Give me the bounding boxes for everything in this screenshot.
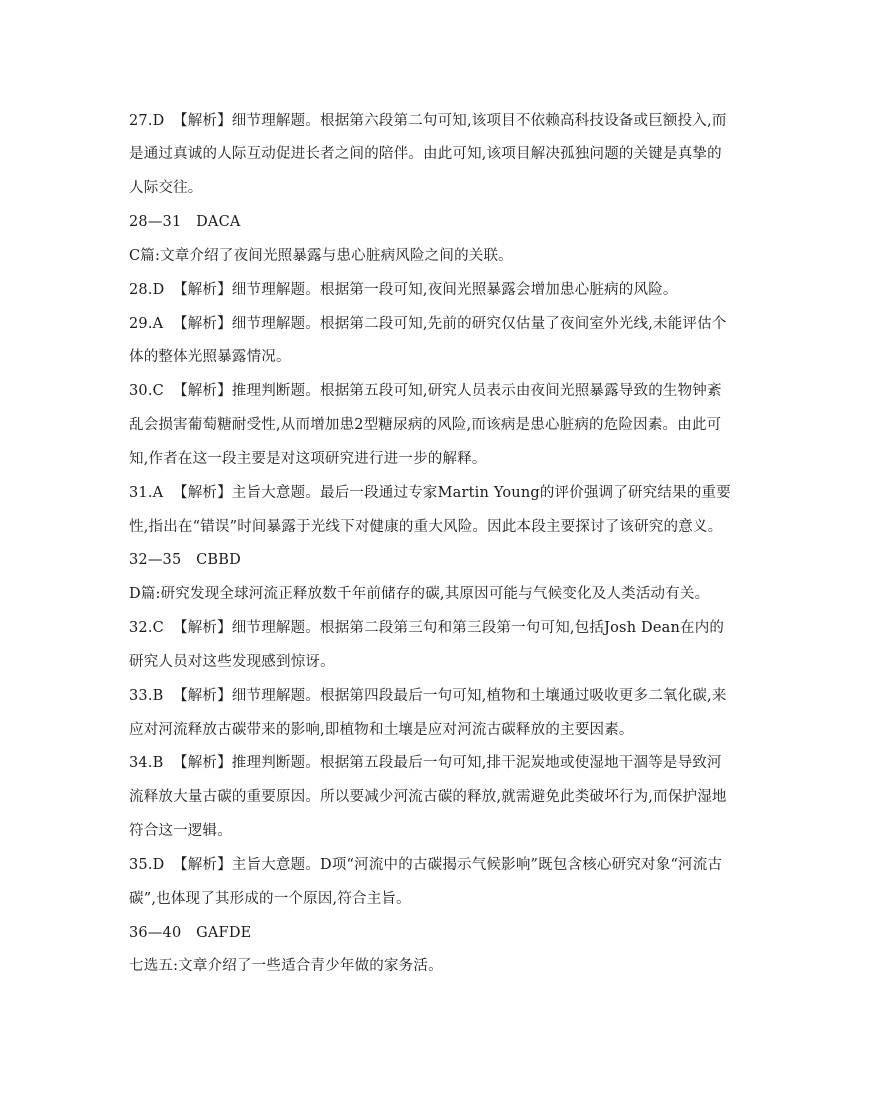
- answer-number: 34.B: [129, 755, 164, 771]
- text-line: [129, 144, 749, 164]
- text-line: [129, 753, 749, 773]
- line-text: 是通过真诚的人际互动促进长者之间的陪伴。由此可知,该项目解决孤独问题的关键是真挚的: [129, 146, 722, 162]
- line-text: 【解析】细节理解题。根据第一段可知,夜间光照暴露会增加患心脏病的风险。: [173, 282, 678, 298]
- line-text: 【解析】细节理解题。根据第二段第三句和第三段第一句可知,包括Josh Dean在内的: [173, 620, 725, 636]
- line-text: 知,作者在这一段主要是对这项研究进行进一步的解释。: [129, 451, 487, 467]
- line-text: D篇:研究发现全球河流正释放数千年前储存的碳,其原因可能与气候变化及人类活动有关。: [129, 586, 710, 602]
- text-line: [129, 889, 749, 909]
- line-text: 【解析】推理判断题。根据第五段可知,研究人员表示由夜间光照暴露导致的生物钟紊: [173, 383, 722, 399]
- answer-number: 28.D: [129, 282, 165, 298]
- passage-summary: [129, 584, 749, 604]
- line-text: 应对河流释放古碳带来的影响,即植物和土壤是应对河流古碳释放的主要因素。: [129, 722, 634, 738]
- line-text: 【解析】主旨大意题。D项“河流中的古碳揭示气候影响”既包含核心研究对象“河流古: [173, 857, 723, 873]
- text-line: [129, 449, 749, 469]
- line-text: 性,指出在“错误”时间暴露于光线下对健康的重大风险。因此本段主要探讨了该研究的意义。: [129, 519, 723, 535]
- line-text: 体的整体光照暴露情况。: [129, 349, 291, 365]
- text-line: [129, 415, 749, 435]
- text-line: [129, 787, 749, 807]
- text-line: [129, 720, 749, 740]
- answer-key-line: [129, 923, 749, 943]
- text-line: [129, 178, 749, 198]
- text-line: [129, 686, 749, 706]
- line-text: 乱会损害葡萄糖耐受性,从而增加患2型糖尿病的风险,而该病是患心脏病的危险因素。由此可: [129, 417, 722, 433]
- answer-number: 32.C: [129, 620, 164, 636]
- line-text: 研究人员对这些发现感到惊讶。: [129, 654, 335, 670]
- line-text: 28—31 DACA: [129, 214, 241, 230]
- answer-number: 31.A: [129, 485, 164, 501]
- line-text: 32—35 CBBD: [129, 552, 241, 568]
- answer-number: 27.D: [129, 113, 165, 129]
- line-text: 七选五:文章介绍了一些适合青少年做的家务活。: [129, 958, 443, 974]
- text-line: [129, 381, 749, 401]
- line-text: C篇:文章介绍了夜间光照暴露与患心脏病风险之间的关联。: [129, 248, 513, 264]
- text-line: [129, 618, 749, 638]
- passage-summary: [129, 246, 749, 266]
- answer-number: 35.D: [129, 857, 165, 873]
- line-text: 流释放大量古碳的重要原因。所以要减少河流古碳的释放,就需避免此类破坏行为,而保护湿地: [129, 789, 727, 805]
- line-text: 符合这一逻辑。: [129, 823, 232, 839]
- answer-number: 33.B: [129, 688, 164, 704]
- answer-key-line: [129, 212, 749, 232]
- answer-number: 29.A: [129, 316, 164, 332]
- answer-key-line: [129, 550, 749, 570]
- text-line: [129, 652, 749, 672]
- answer-number: 30.C: [129, 383, 164, 399]
- text-line: [129, 821, 749, 841]
- line-text: 人际交往。: [129, 180, 203, 196]
- passage-summary: [129, 956, 749, 976]
- line-text: 碳”,也体现了其形成的一个原因,符合主旨。: [129, 891, 411, 907]
- line-text: 【解析】细节理解题。根据第二段可知,先前的研究仅估量了夜间室外光线,未能评估个: [173, 316, 727, 332]
- line-text: 【解析】推理判断题。根据第五段最后一句可知,排干泥炭地或使湿地干涸等是导致河: [173, 755, 722, 771]
- text-line: [129, 314, 749, 334]
- line-text: 【解析】细节理解题。根据第六段第二句可知,该项目不依赖高科技设备或巨额投入,而: [173, 113, 727, 129]
- line-text: 36—40 GAFDE: [129, 925, 252, 941]
- line-text: 【解析】细节理解题。根据第四段最后一句可知,植物和土壤通过吸收更多二氧化碳,来: [173, 688, 727, 704]
- text-line: [129, 347, 749, 367]
- text-line: [129, 483, 749, 503]
- text-line: [129, 111, 749, 131]
- line-text: 【解析】主旨大意题。最后一段通过专家Martin Young的评价强调了研究结果的重要: [173, 485, 731, 501]
- text-line: [129, 280, 749, 300]
- text-line: [129, 517, 749, 537]
- text-line: [129, 855, 749, 875]
